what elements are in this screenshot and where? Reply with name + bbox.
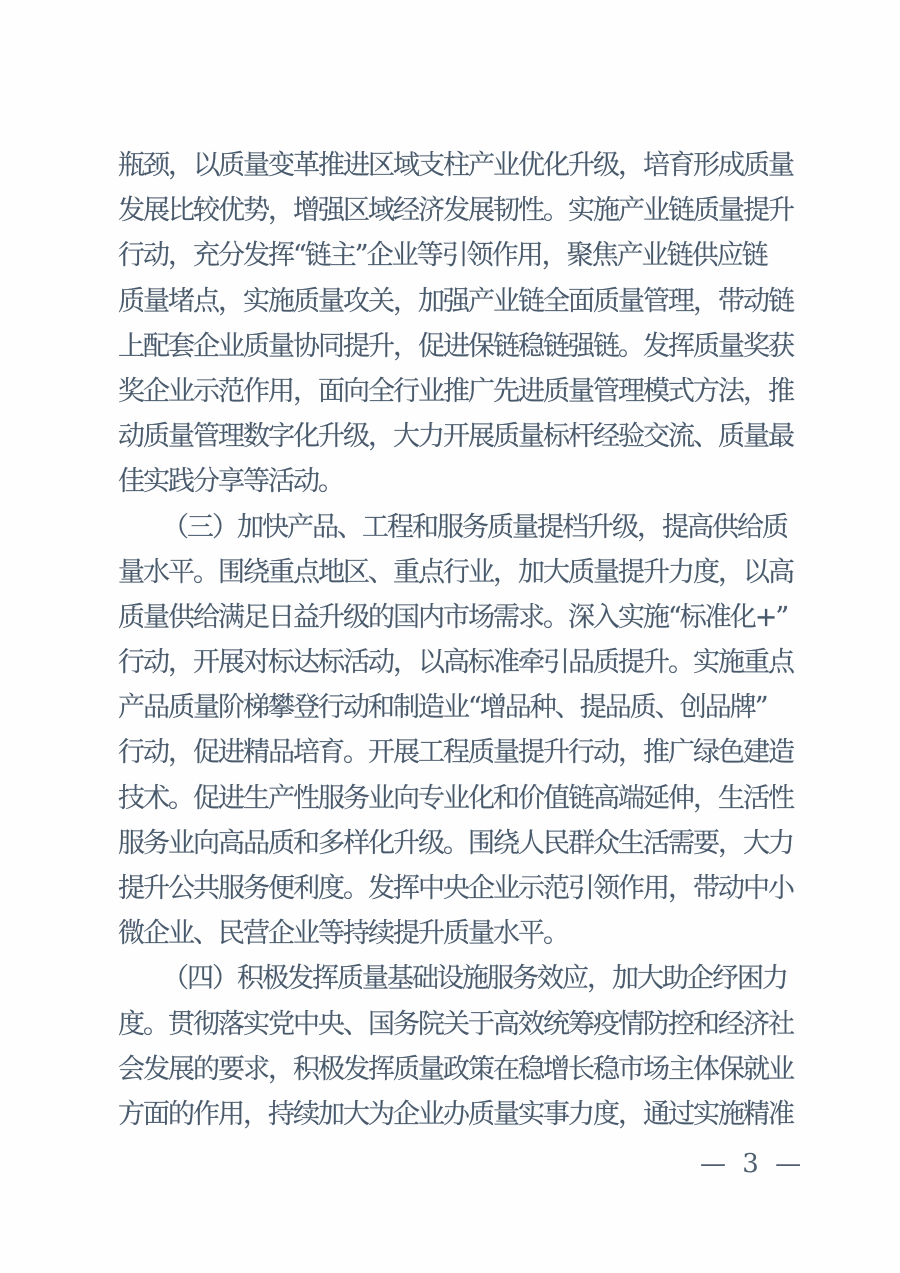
text-line: 奖企业示范作用，面向全行业推广先进质量管理模式方法，推 — [118, 375, 793, 407]
text-line: 发展比较优势，增强区域经济发展韧性。实施产业链质量提升 — [118, 195, 793, 227]
text-line: 提升公共服务便利度。发挥中央企业示范引领作用，带动中小 — [118, 873, 793, 904]
text-line: 质量堵点，实施质量攻关，加强产业链全面质量管理，带动链 — [118, 285, 793, 317]
text-line-section-heading: （三）加快产品、工程和服务质量提档升级，提高供给质 — [162, 511, 787, 543]
paragraph-section-3 — [118, 505, 808, 957]
document-body — [118, 143, 808, 1137]
page-number: — 3 — — [700, 1149, 806, 1179]
text-line: 微企业、民营企业等持续提升质量水平。 — [118, 918, 568, 950]
text-line: 质量供给满足日益升级的国内市场需求。深入实施“标准化+” — [118, 601, 788, 633]
text-line: 产品质量阶梯攀登行动和制造业“增品种、提品质、创品牌” — [118, 692, 767, 724]
text-line: 服务业向高品质和多样化升级。围绕人民群众生活需要，大力 — [118, 827, 793, 859]
text-line: 技术。促进生产性服务业向专业化和价值链高端延伸，生活性 — [118, 782, 793, 814]
text-line: 度。贯彻落实党中央、国务院关于高效统筹疫情防控和经济社 — [118, 1008, 793, 1040]
text-line: 瓶颈，以质量变革推进区域支柱产业优化升级，培育形成质量 — [118, 150, 793, 181]
text-line: 佳实践分享等活动。 — [118, 466, 343, 498]
text-line: 行动，促进精品培育。开展工程质量提升行动，推广绿色建造 — [118, 737, 793, 769]
text-line-section-heading: （四）积极发挥质量基础设施服务效应，加大助企纾困力 — [162, 963, 787, 995]
text-line: 方面的作用，持续加大为企业办质量实事力度，通过实施精准 — [118, 1098, 793, 1130]
paragraph-continuation — [118, 143, 808, 505]
text-line: 行动，开展对标达标活动，以高标准牵引品质提升。实施重点 — [118, 647, 793, 679]
text-line: 量水平。围绕重点地区、重点行业，加大质量提升力度，以高 — [118, 556, 793, 588]
text-line: 会发展的要求，积极发挥质量政策在稳增长稳市场主体保就业 — [118, 1053, 793, 1085]
paragraph-section-4 — [118, 956, 808, 1137]
text-line: 上配套企业质量协同提升，促进保链稳链强链。发挥质量奖获 — [118, 330, 793, 362]
text-line: 动质量管理数字化升级，大力开展质量标杆经验交流、质量最 — [118, 421, 793, 453]
text-line: 行动，充分发挥“链主”企业等引领作用，聚焦产业链供应链 — [118, 240, 767, 272]
